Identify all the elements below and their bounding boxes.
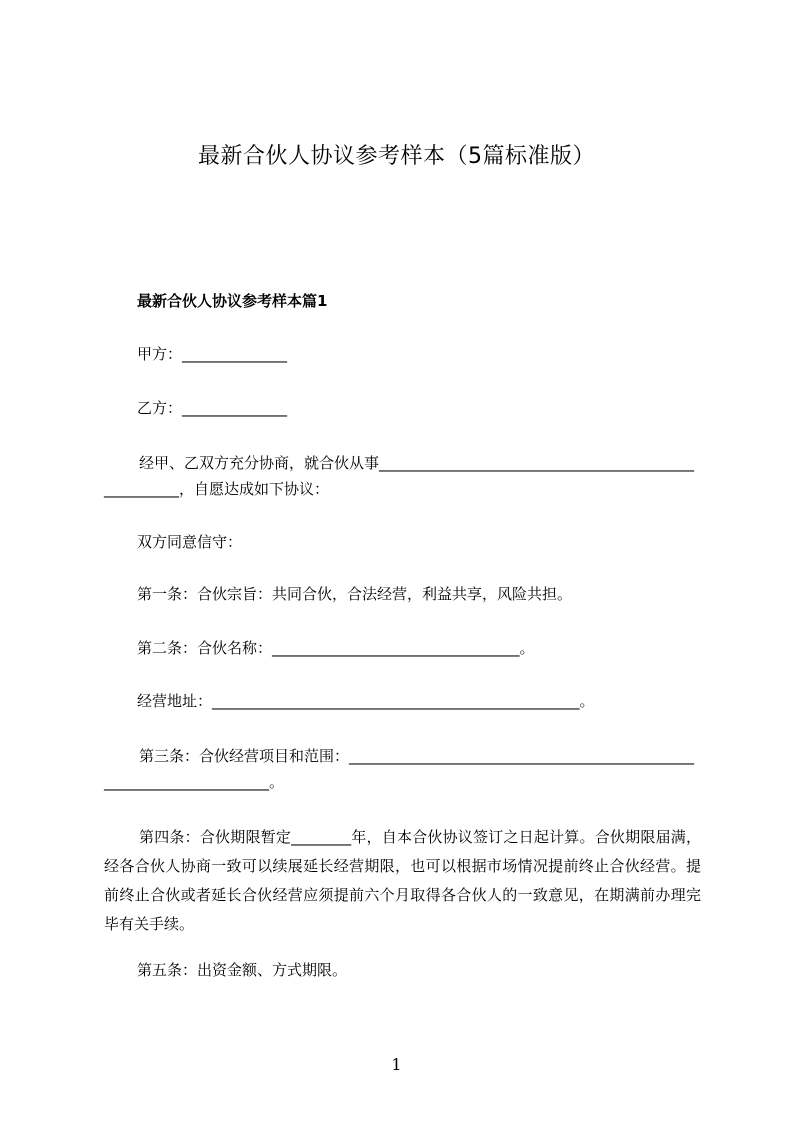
document-title: 最新合伙人协议参考样本（5篇标准版） <box>198 144 595 169</box>
article-1: 第一条：合伙宗旨：共同合伙，合法经营，利益共享，风险共担。 <box>137 585 573 603</box>
party-a-line: 甲方：______________ <box>137 345 288 363</box>
section-heading: 最新合伙人协议参考样本篇1 <box>137 292 328 310</box>
business-address: 经营地址：_________________________________________________。 <box>137 692 595 710</box>
article-5: 第五条：出资金额、方式期限。 <box>137 961 348 979</box>
article-2: 第二条：合伙名称：_________________________________。 <box>137 639 535 657</box>
intro-paragraph: 经甲、乙双方充分协商，就合伙从事____________________________________________________，自愿达成如下协议： <box>104 454 695 498</box>
agreement-line: 双方同意信守： <box>137 533 243 551</box>
article-3: 第三条：合伙经营项目和范围：____________________________________________________________________。 <box>104 747 695 791</box>
party-b-line: 乙方：______________ <box>137 399 288 417</box>
article-4: 第四条：合伙期限暂定________年，自本合伙协议签订之日起计算。合伙期限届满，经各合伙人协商一致可以续展延长经营期限，也可以根据市场情况提前终止合伙经营。提前终止合伙或者延长合伙经营应须提前六个月取得各合伙人的一致意见，在期满前办理完毕有关手续。 <box>104 828 701 933</box>
page-number: 1 <box>391 1055 402 1074</box>
